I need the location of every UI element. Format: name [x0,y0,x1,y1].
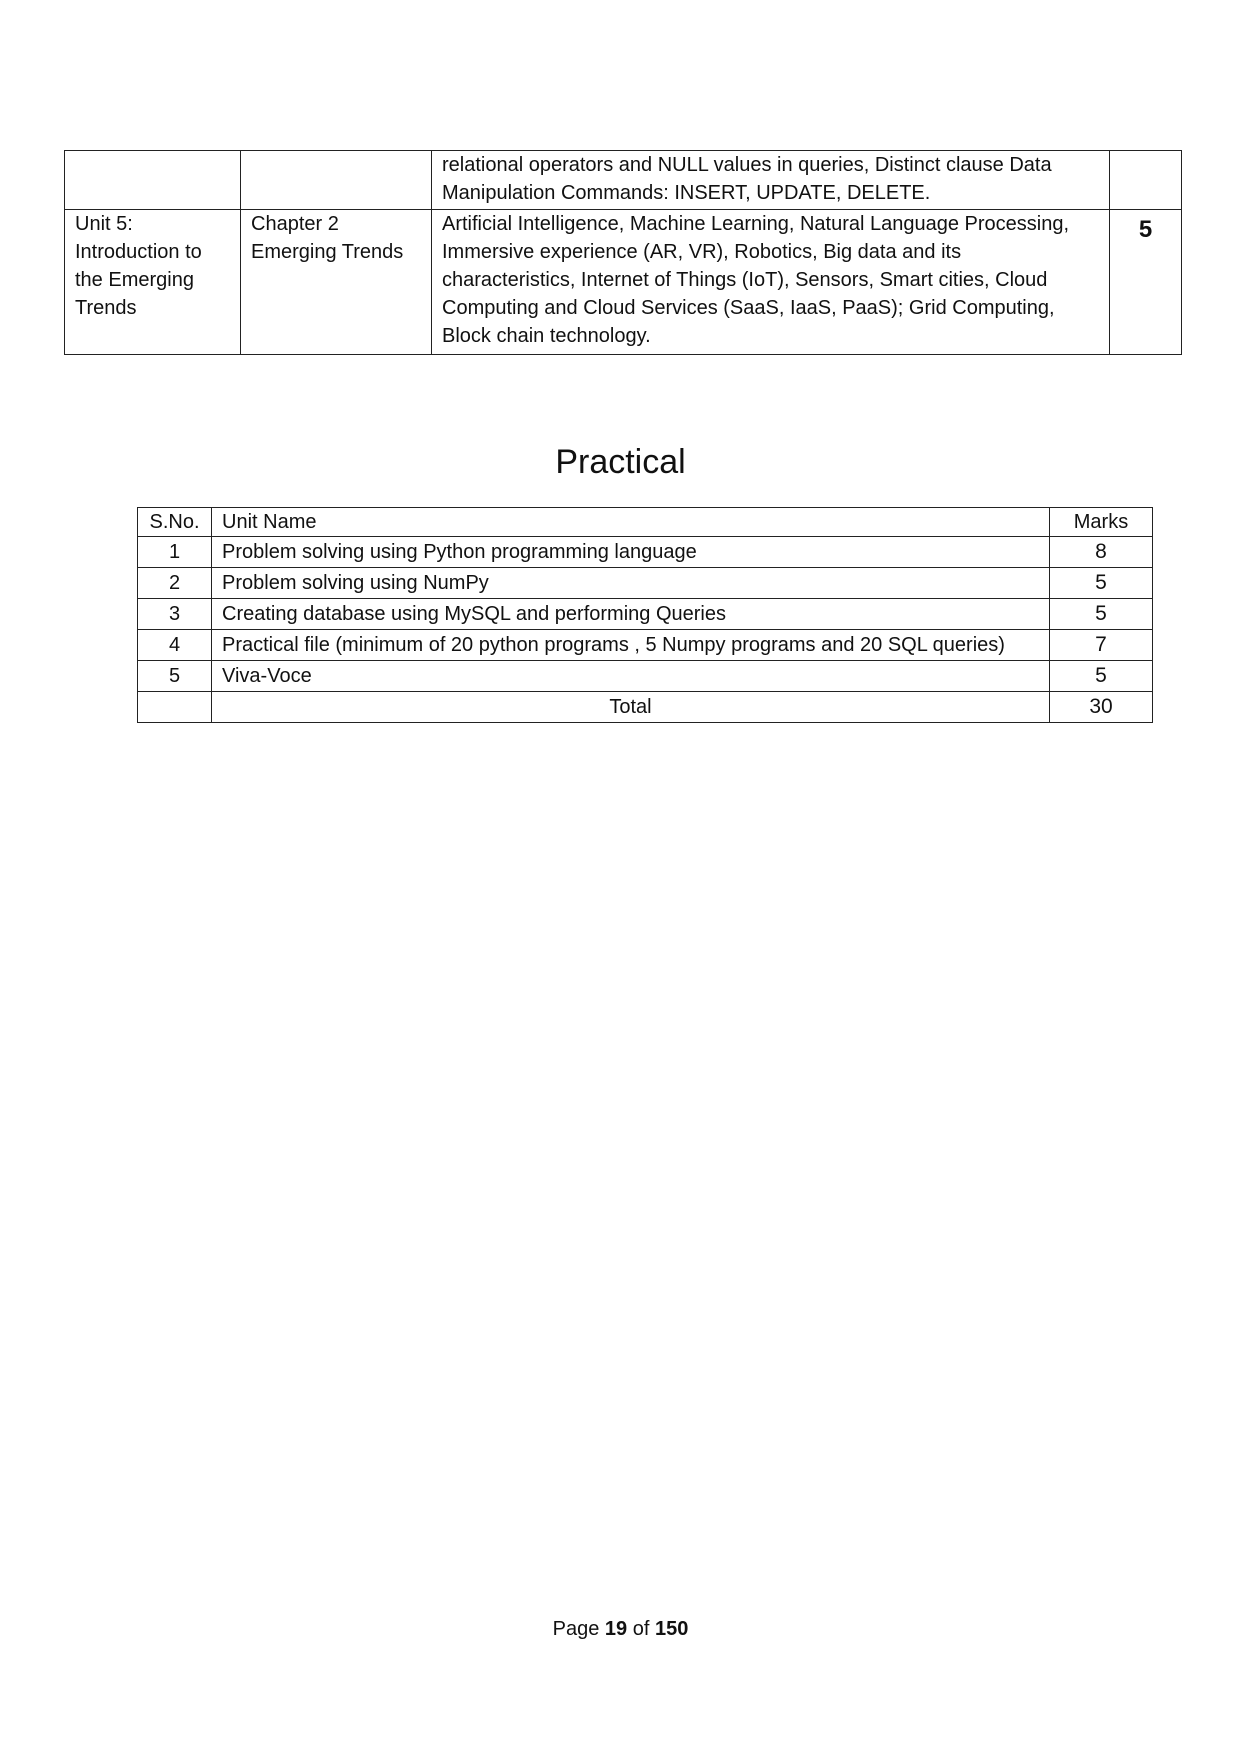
unit-name-header: Unit Name [212,508,1050,537]
total-page-count: 150 [654,1618,689,1640]
marks-cell: 5 [1050,599,1153,630]
marks-cell: 5 [1050,661,1153,692]
marks-cell: 7 [1050,630,1153,661]
table-row [65,210,1182,355]
current-page-number: 19 [604,1618,628,1640]
unit-name-cell: Practical file (minimum of 20 python programs , 5 Numpy programs and 20 SQL queries) [212,630,1050,661]
sno-cell: 1 [138,537,212,568]
page-of-label: of [632,1618,650,1640]
table-row [138,568,1153,599]
unit-name-cell: Problem solving using NumPy [212,568,1050,599]
topics-cell: relational operators and NULL values in queries, Distinct clause Data Manipulation Commands: INSERT, UPDATE, DELETE. [432,151,1110,210]
page-label: Page [552,1618,600,1640]
chapter-cell: Chapter 2 Emerging Trends [241,210,432,355]
unit-name-cell: Problem solving using Python programming language [212,537,1050,568]
marks-cell: 5 [1050,568,1153,599]
sno-cell: 2 [138,568,212,599]
unit-name-cell: Creating database using MySQL and performing Queries [212,599,1050,630]
marks-cell [1110,151,1182,210]
table-row [138,537,1153,568]
sno-cell: 3 [138,599,212,630]
table-header-row [138,508,1153,537]
sno-header: S.No. [138,508,212,537]
table-row [65,151,1182,210]
total-label: Total [212,692,1050,723]
table-row [138,630,1153,661]
topics-cell: Artificial Intelligence, Machine Learning, Natural Language Processing, Immersive experience (AR, VR), Robotics, Big data and its characteristics, Internet of Things (IoT), Sensors, Smart cities, Cloud Computing and Cloud Services (SaaS, IaaS, PaaS); Grid Computing, Block chain technology. [432,210,1110,355]
marks-cell: 8 [1050,537,1153,568]
empty-cell [138,692,212,723]
unit-cell [65,151,241,210]
practical-heading: Practical [555,443,686,481]
syllabus-table [64,150,1182,355]
marks-header: Marks [1050,508,1153,537]
table-row [138,661,1153,692]
chapter-cell [241,151,432,210]
page-footer [0,1618,1241,1641]
sno-cell: 4 [138,630,212,661]
table-row [138,599,1153,630]
total-marks: 30 [1050,692,1153,723]
unit-cell: Unit 5: Introduction to the Emerging Trends [65,210,241,355]
sno-cell: 5 [138,661,212,692]
practical-marks-table [137,507,1153,723]
unit-name-cell: Viva-Voce [212,661,1050,692]
marks-cell: 5 [1110,210,1182,355]
total-row [138,692,1153,723]
